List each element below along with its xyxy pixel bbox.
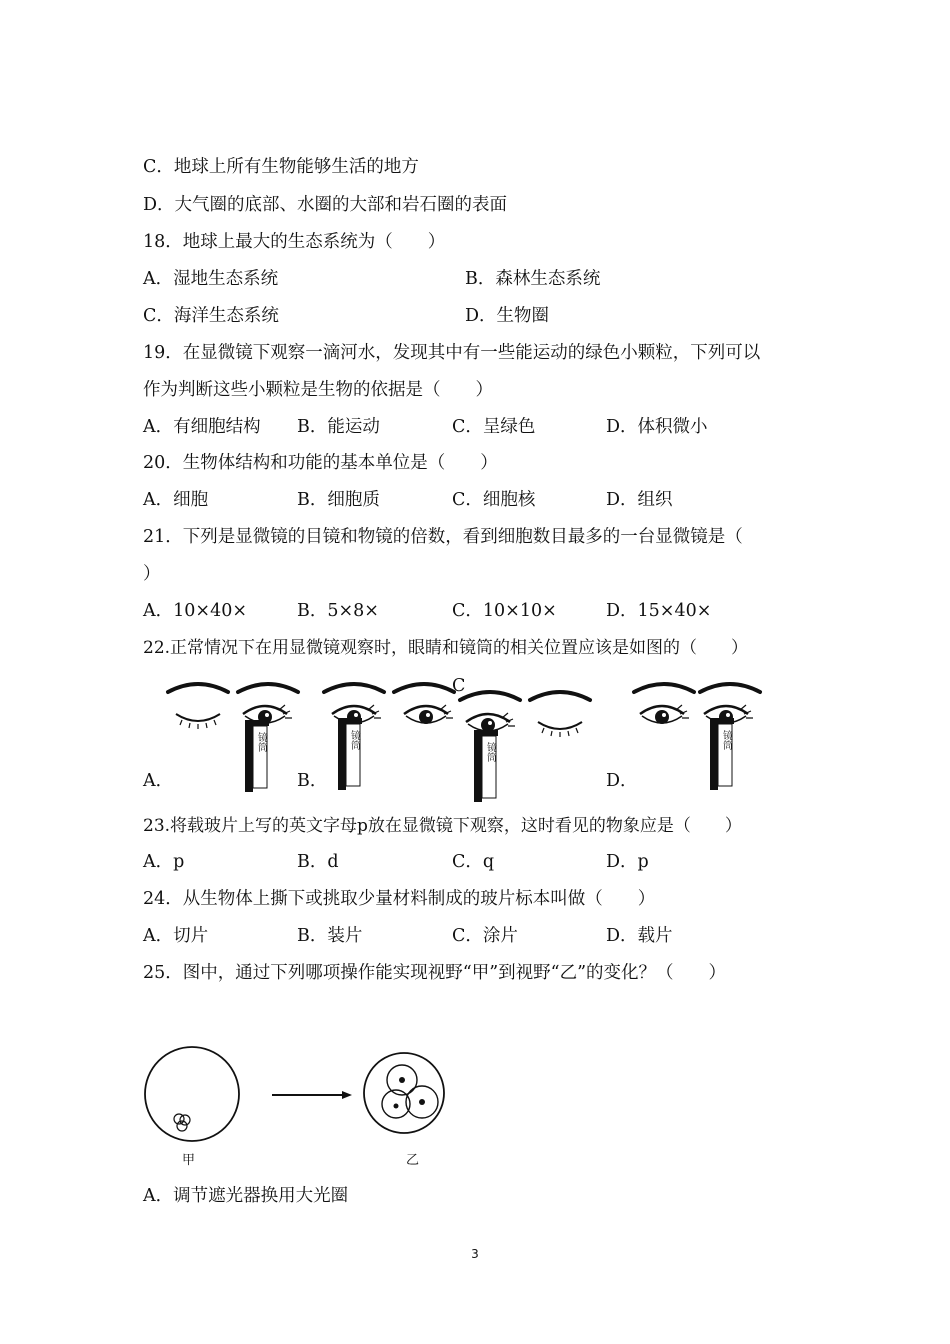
q24-option-d: D．载片 [606,926,673,946]
brow-a-left [168,684,228,692]
view-jia-cell-2 [180,1115,190,1125]
q19-option-d: D．体积微小 [606,417,708,437]
q19-stem-line2: 作为判断这些小颗粒是生物的依据是（ ） [143,380,493,400]
q23-option-c: C．q [452,852,495,872]
q17-option-c: C．地球上所有生物能够生活的地方 [143,157,419,177]
q25-view-figure [140,1040,460,1170]
view-yi-nucleus-1 [399,1077,405,1083]
tube-b [338,718,362,790]
tube-c [474,730,498,802]
q20-option-a: A．细胞 [143,490,209,510]
q23-option-b: B．d [297,852,339,872]
q24-option-b: B．装片 [297,926,363,946]
tube-a [245,720,269,792]
q22-option-b: B． [297,771,328,791]
q25-stem: 25．图中，通过下列哪项操作能实现视野“甲”到视野“乙”的变化？（ ） [143,963,727,983]
view-yi-nucleus-3 [394,1104,399,1109]
q21-option-b: B．5×8× [297,601,379,621]
q24-option-c: C．涂片 [452,926,518,946]
view-yi-label: 乙 [406,1153,420,1168]
q23-option-a: A．p [143,852,185,872]
view-yi-nucleus-2 [419,1099,425,1105]
q18-option-b: B．森林生态系统 [465,269,601,289]
q20-option-d: D．组织 [606,490,673,510]
q20-option-b: B．细胞质 [297,490,380,510]
brow-b-left [324,684,384,692]
q19-option-a: A．有细胞结构 [143,417,261,437]
q23-stem: 23.将载玻片上写的英文字母p放在显微镜下观察，这时看见的物象应是（ ） [143,816,742,836]
tube-b-label: 镜筒 [348,730,360,750]
open-eye-c-left [466,713,515,732]
brow-c-right [530,692,590,700]
tube-a-label: 镜筒 [255,732,267,752]
tube-d [710,718,734,790]
open-eye-d-left [640,705,689,724]
brow-b-right [394,684,454,692]
brow-c-left [460,692,520,700]
q21-option-c: C．10×10× [452,601,557,621]
brow-d-left [634,684,694,692]
tube-c-label: 镜筒 [484,742,496,762]
q18-stem: 18．地球上最大的生态系统为（ ） [143,232,446,252]
q23-option-d: D．p [606,852,649,872]
q25-option-a: A．调节遮光器换用大光圈 [143,1186,349,1206]
view-jia-circle [145,1047,239,1141]
q21-stem-line2: ） [143,564,161,584]
tube-d-label: 镜筒 [720,730,732,750]
q18-option-a: A．湿地生态系统 [143,269,279,289]
arrow-head [342,1091,352,1099]
open-eye-b-right [404,705,453,724]
q22-option-a: A． [143,771,174,791]
q22-option-c: C [452,676,466,696]
q19-stem-line1: 19．在显微镜下观察一滴河水，发现其中有一些能运动的绿色小颗粒，下列可以 [143,343,761,363]
q22-stem: 22.正常情况下在用显微镜观察时，眼睛和镜筒的相关位置应该是如图的（ ） [143,638,749,658]
closed-eye-c-right [538,722,582,737]
q18-option-c: C．海洋生态系统 [143,306,279,326]
q17-option-d: D．大气圈的底部、水圈的大部和岩石圈的表面 [143,195,508,215]
q21-stem-line1: 21．下列是显微镜的目镜和物镜的倍数，看到细胞数目最多的一台显微镜是（ [143,527,743,547]
q19-option-c: C．呈绿色 [452,417,536,437]
brow-a-right [238,684,298,692]
q24-stem: 24．从生物体上撕下或挑取少量材料制成的玻片标本叫做（ ） [143,889,656,909]
q20-stem: 20．生物体结构和功能的基本单位是（ ） [143,453,498,473]
page-number: 3 [471,1247,479,1261]
q21-option-a: A．10×40× [143,601,248,621]
view-jia-label: 甲 [182,1153,196,1168]
q21-option-d: D．15×40× [606,601,712,621]
q18-option-d: D．生物圈 [465,306,550,326]
brow-d-right [700,684,760,692]
closed-eye-a-left [176,714,220,729]
q19-option-b: B．能运动 [297,417,380,437]
q20-option-c: C．细胞核 [452,490,536,510]
q24-option-a: A．切片 [143,926,209,946]
q22-option-d: D． [606,771,638,791]
